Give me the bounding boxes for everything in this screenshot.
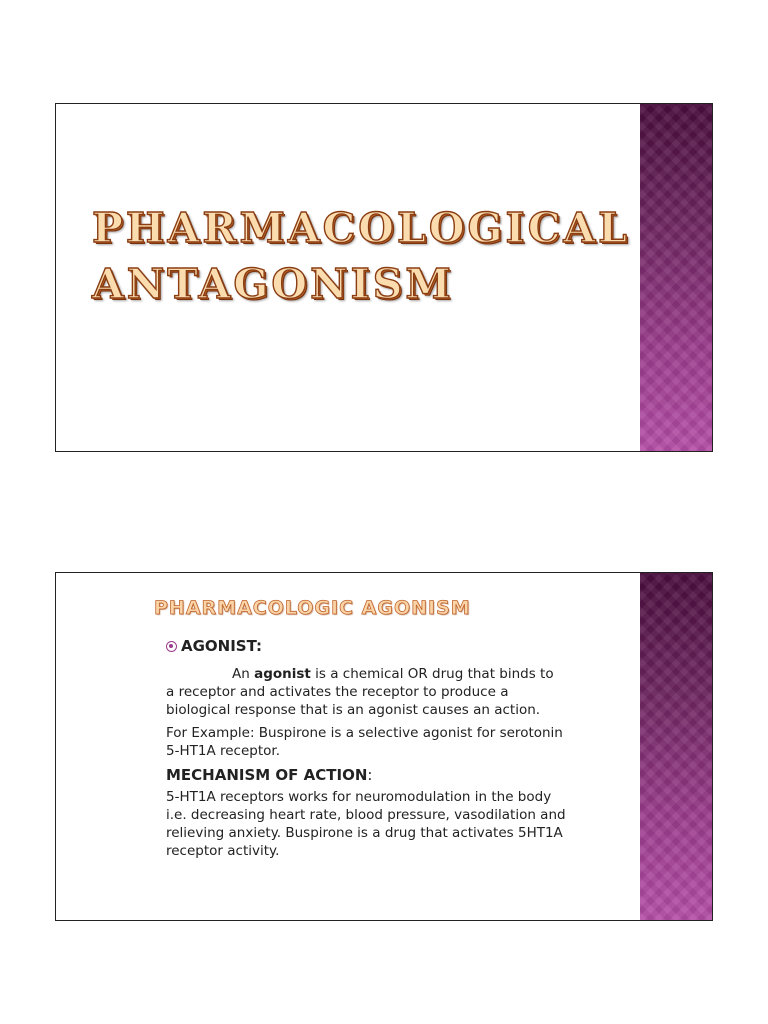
slide-content	[166, 637, 566, 865]
circle-bullet-icon	[166, 641, 177, 652]
definition-bold-term: agonist	[254, 666, 311, 682]
bullet-heading	[166, 637, 566, 655]
definition-paragraph	[166, 665, 566, 719]
slide-pharmacologic-agonism	[55, 572, 713, 921]
section-colon: :	[367, 766, 373, 784]
section-heading	[166, 766, 566, 784]
decorative-side-band	[640, 104, 712, 451]
definition-text: is a chemical OR drug that binds to a receptor and activates the receptor to produce a biological response that is an agonist causes an action.	[166, 666, 554, 718]
bullet-label: AGONIST:	[181, 637, 263, 655]
slide-title: PHARMACOLOGIC AGONISM	[154, 597, 471, 619]
definition-lead: An	[232, 666, 250, 682]
decorative-side-band	[640, 573, 712, 920]
mechanism-paragraph: 5-HT1A receptors works for neuromodulation in the body i.e. decreasing heart rate, blood pressure, vasodilation and relieving anxiety. Buspirone is a drug that activates 5HT1A receptor activity.	[166, 789, 566, 859]
section-label: MECHANISM OF ACTION	[166, 766, 368, 784]
example-paragraph: For Example: Buspirone is a selective agonist for serotonin 5-HT1A receptor.	[166, 725, 563, 759]
title-line-2: ANTAGONISM	[92, 260, 454, 308]
title-line-1: PHARMACOLOGICAL	[92, 204, 631, 252]
slide-title	[92, 200, 630, 312]
slide-pharmacological-antagonism	[55, 103, 713, 452]
